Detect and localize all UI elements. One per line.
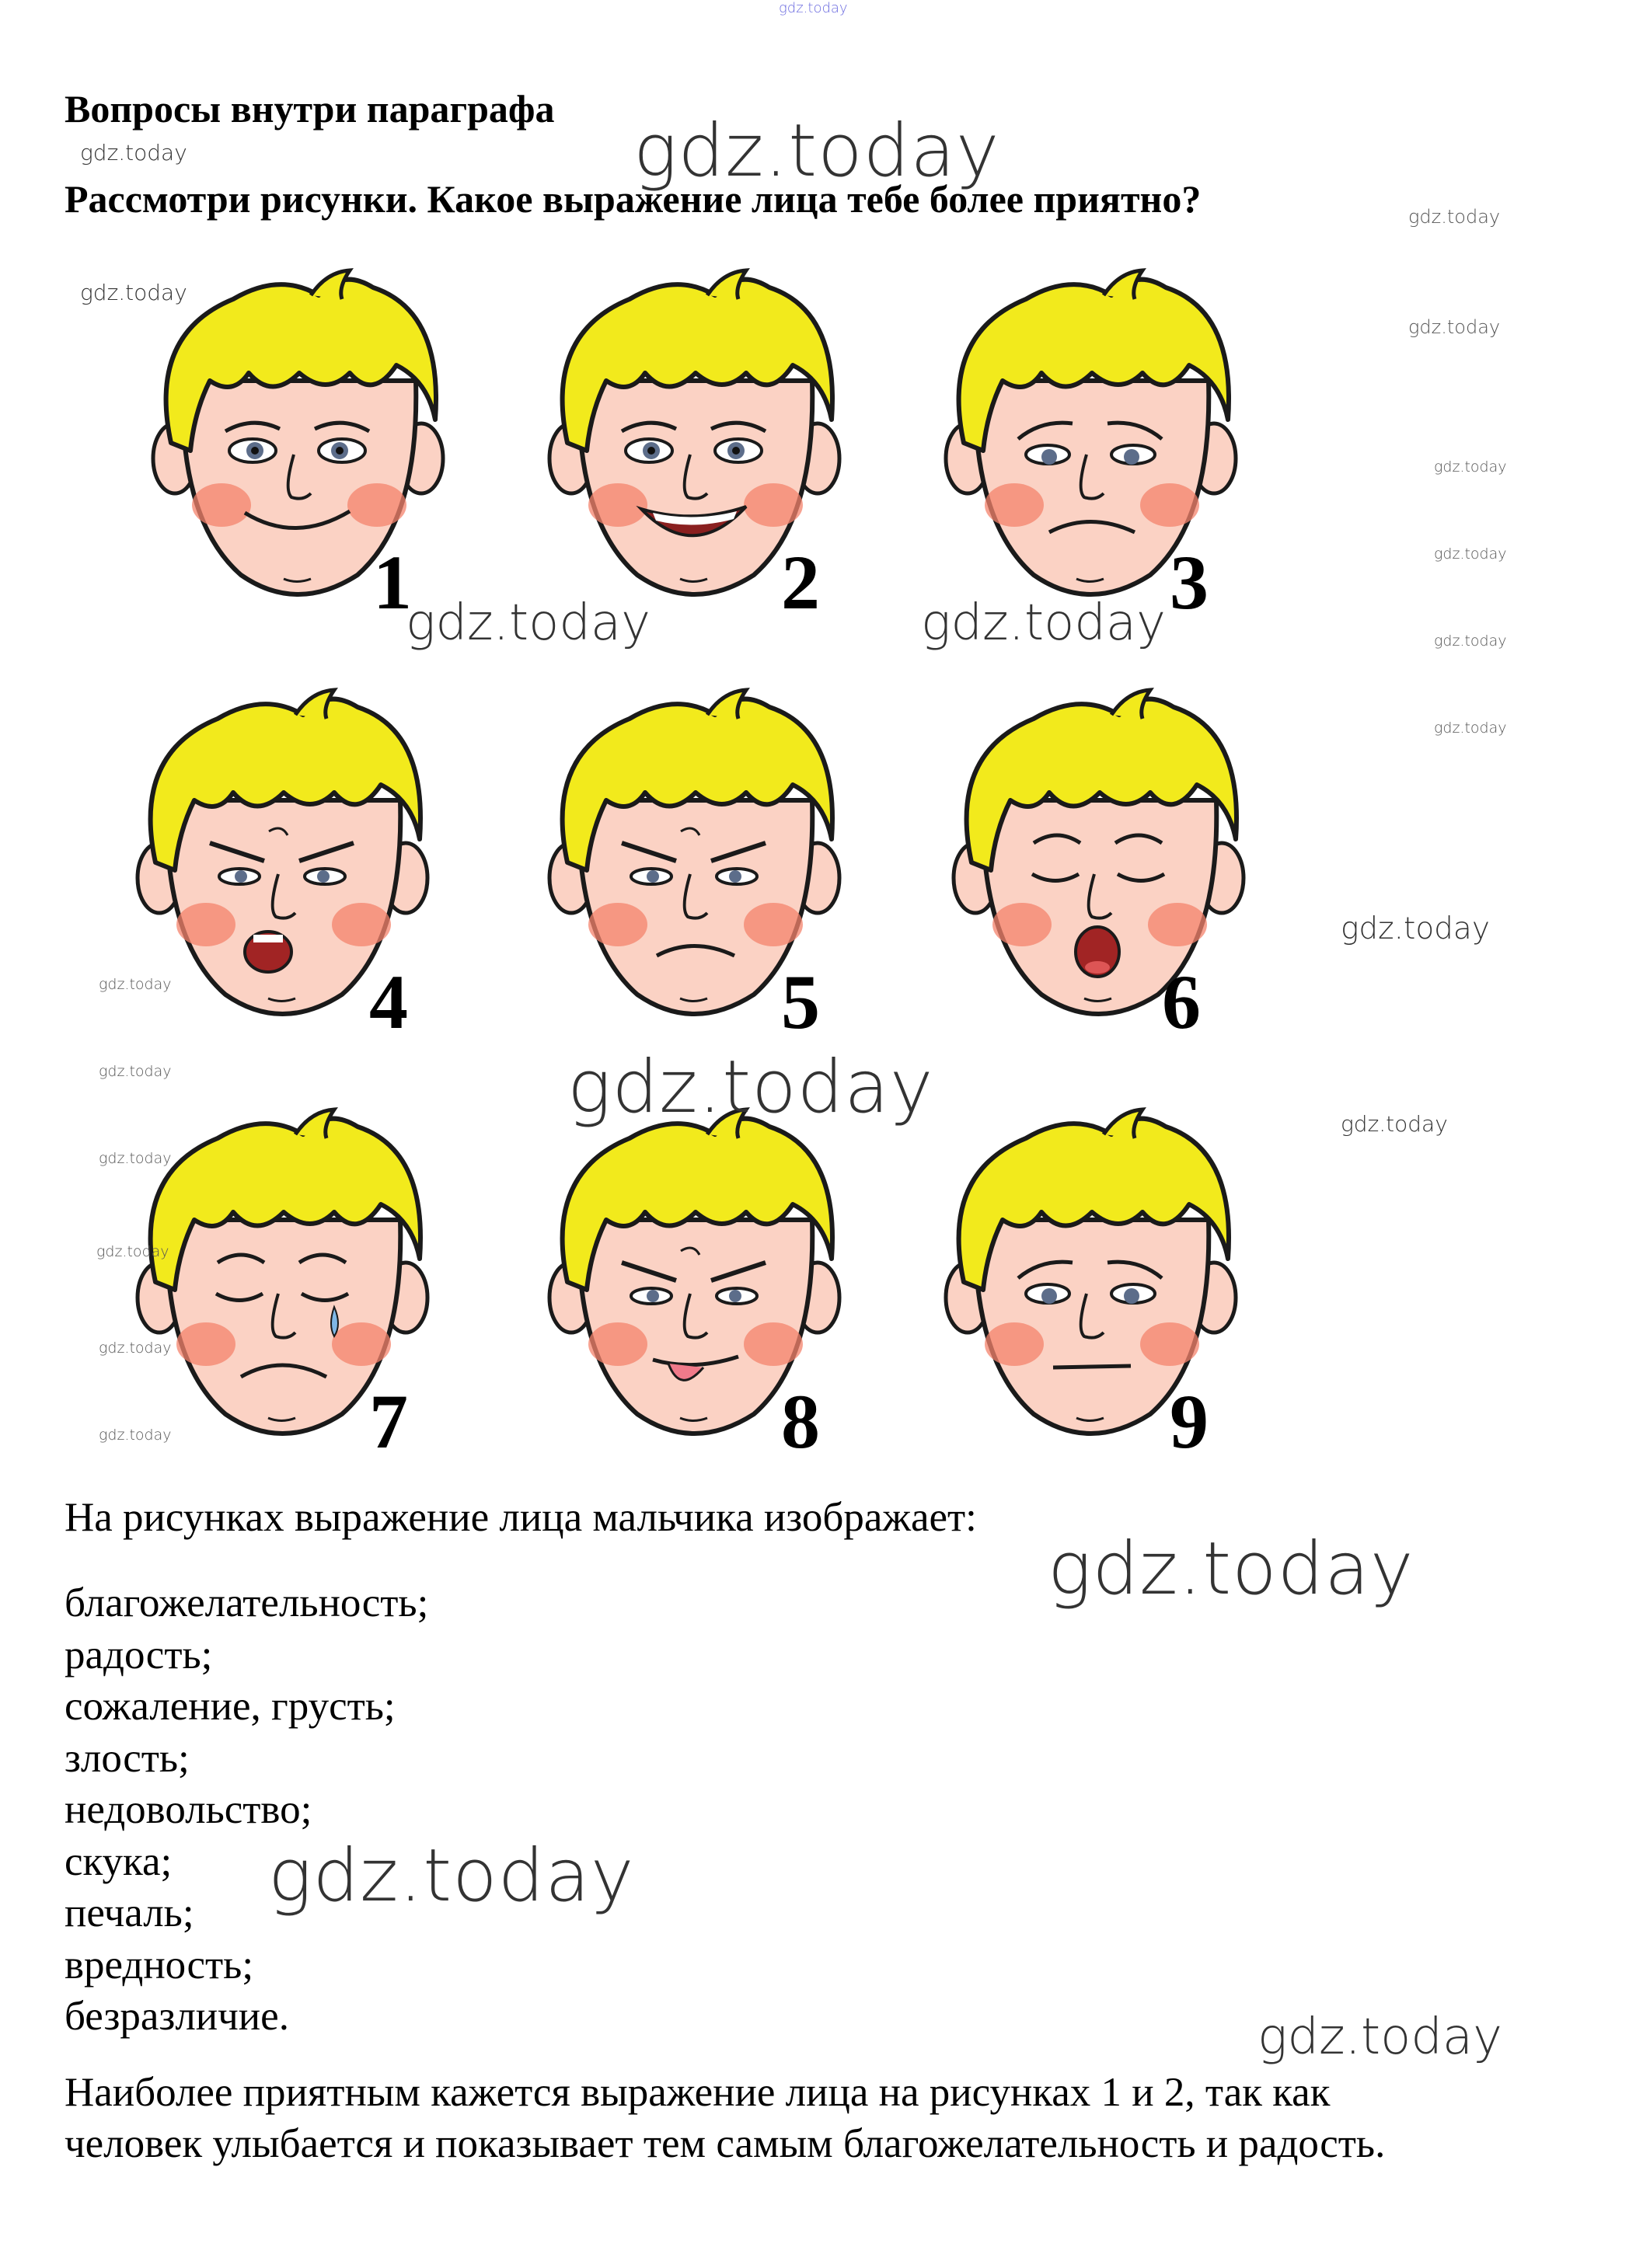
watermark: gdz.today bbox=[268, 1834, 635, 1918]
face-number: 1 bbox=[373, 539, 412, 625]
face-3 bbox=[909, 264, 1313, 629]
face-1 bbox=[117, 264, 521, 629]
face-number: 8 bbox=[781, 1378, 820, 1465]
watermark: gdz.today bbox=[406, 594, 651, 652]
watermark: gdz.today bbox=[99, 1340, 172, 1357]
watermark: gdz.today bbox=[1434, 719, 1507, 737]
list-item: недовольство; bbox=[65, 1787, 312, 1832]
face-number: 9 bbox=[1170, 1378, 1209, 1465]
boy-face-displeased-illustration bbox=[513, 684, 886, 1026]
top-watermark: gdz.today bbox=[779, 0, 848, 16]
watermark: gdz.today bbox=[80, 280, 187, 305]
watermark: gdz.today bbox=[1408, 206, 1501, 228]
face-5 bbox=[513, 684, 917, 1049]
list-item: вредность; bbox=[65, 1942, 254, 1988]
list-item: сожаление, грусть; bbox=[65, 1684, 396, 1729]
conclusion bbox=[65, 2067, 1385, 2169]
intro-text: На рисунках выражение лица мальчика изображает: bbox=[65, 1495, 977, 1540]
watermark: gdz.today bbox=[1434, 458, 1507, 476]
watermark: gdz.today bbox=[567, 1045, 934, 1130]
face-number: 6 bbox=[1162, 959, 1201, 1045]
watermark: gdz.today bbox=[921, 594, 1166, 652]
question-text: Рассмотри рисунки. Какое выражение лица тебе более приятно? bbox=[65, 177, 1202, 221]
list-item: радость; bbox=[65, 1632, 213, 1677]
face-6 bbox=[917, 684, 1321, 1049]
watermark: gdz.today bbox=[1434, 545, 1507, 563]
expression-list bbox=[65, 1577, 428, 2043]
list-item: благожелательность; bbox=[65, 1580, 429, 1625]
face-number: 3 bbox=[1170, 539, 1209, 625]
watermark: gdz.today bbox=[1048, 1527, 1414, 1611]
boy-face-sad-illustration bbox=[909, 264, 1282, 606]
watermark: gdz.today bbox=[96, 1243, 169, 1260]
face-8 bbox=[513, 1103, 917, 1468]
watermark: gdz.today bbox=[1341, 911, 1490, 946]
face-9 bbox=[909, 1103, 1313, 1468]
watermark: gdz.today bbox=[80, 140, 187, 165]
watermark: gdz.today bbox=[1408, 316, 1501, 338]
face-number: 4 bbox=[369, 959, 408, 1045]
watermark: gdz.today bbox=[1434, 632, 1507, 650]
section-title: Вопросы внутри параграфа bbox=[65, 87, 555, 131]
boy-face-laugh-illustration bbox=[513, 264, 886, 606]
boy-face-yawn-illustration bbox=[917, 684, 1290, 1026]
face-number: 2 bbox=[781, 539, 820, 625]
face-number: 5 bbox=[781, 959, 820, 1045]
watermark: gdz.today bbox=[99, 1427, 172, 1444]
watermark: gdz.today bbox=[99, 1150, 172, 1167]
boy-face-smile-illustration bbox=[117, 264, 490, 606]
conclusion-line: Наиболее приятным кажется выражение лица на рисунках 1 и 2, так как bbox=[65, 2070, 1331, 2115]
watermark: gdz.today bbox=[1258, 2008, 1502, 2066]
list-item: безразличие. bbox=[65, 1994, 289, 2039]
watermark: gdz.today bbox=[1341, 1111, 1448, 1137]
face-number: 7 bbox=[369, 1378, 408, 1465]
conclusion-line: человек улыбается и показывает тем самым благожелательность и радость. bbox=[65, 2121, 1386, 2166]
watermark: gdz.today bbox=[99, 1063, 172, 1080]
boy-face-tongue-illustration bbox=[513, 1103, 886, 1445]
watermark: gdz.today bbox=[633, 109, 1000, 193]
list-item: скука; bbox=[65, 1838, 173, 1884]
watermark: gdz.today bbox=[99, 976, 172, 993]
list-item: злость; bbox=[65, 1735, 190, 1781]
boy-face-indifferent-illustration bbox=[909, 1103, 1282, 1445]
face-4 bbox=[101, 684, 505, 1049]
boy-face-angry-illustration bbox=[101, 684, 474, 1026]
face-2 bbox=[513, 264, 917, 629]
list-item: печаль; bbox=[65, 1890, 194, 1935]
